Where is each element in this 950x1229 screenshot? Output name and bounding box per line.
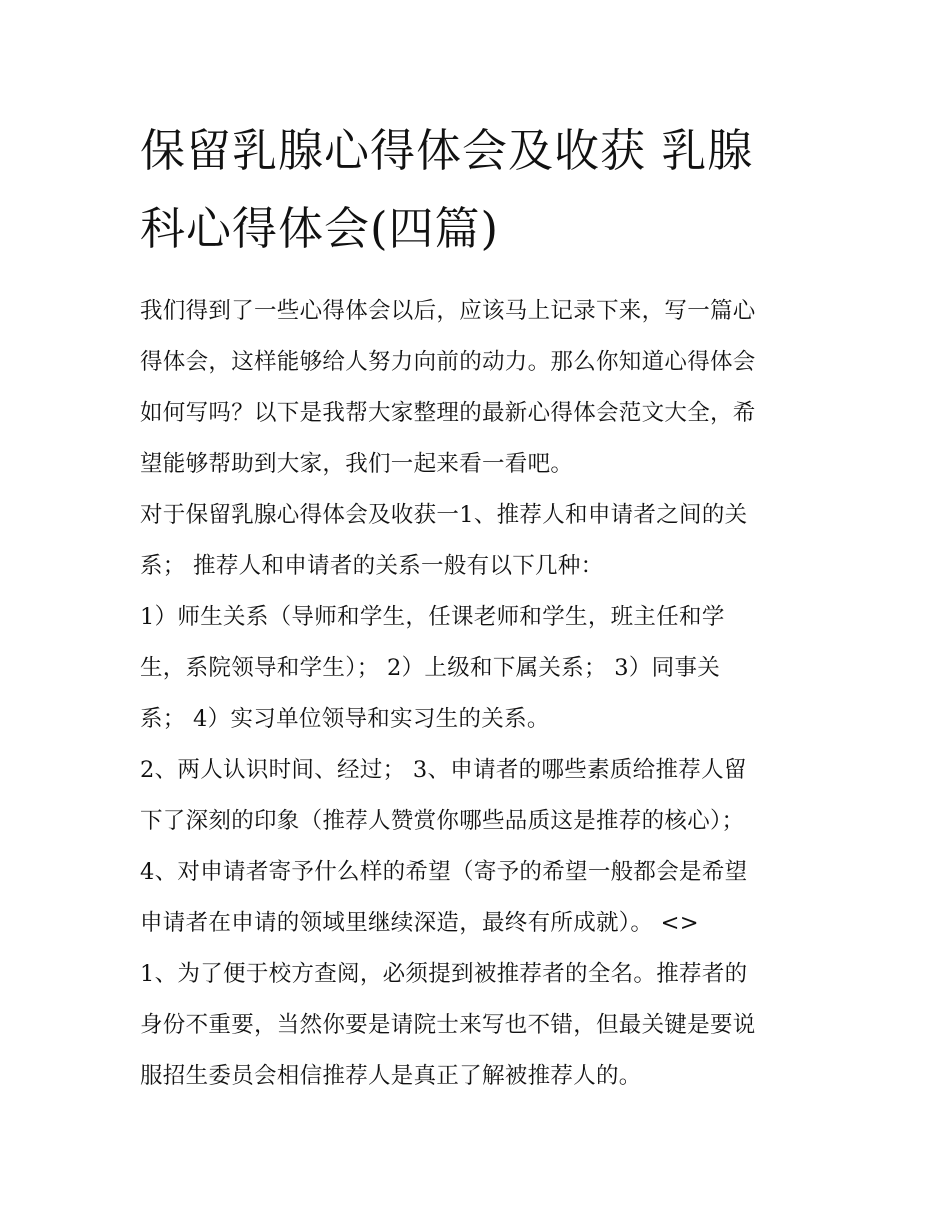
text-line: 望能够帮助到大家，我们一起来看一看吧。 (140, 451, 574, 477)
text-line: 身份不重要，当然你要是请院士来写也不错，但最关键是要说 (140, 1012, 756, 1038)
text-line: 生，系院领导和学生）； 2）上级和下属关系； 3）同事关 (140, 655, 721, 681)
text-line: 申请者在申请的领域里继续深造，最终有所成就）。 <> (140, 910, 699, 936)
text-line: 下了深刻的印象（推荐人赞赏你哪些品质这是推荐的核心）； (140, 808, 745, 834)
document-title (140, 112, 812, 268)
text-line: 得体会，这样能够给人努力向前的动力。那么你知道心得体会 (140, 349, 756, 375)
text-line: 我们得到了一些心得体会以后，应该马上记录下来，写一篇心 (140, 298, 756, 324)
text-line: 2、两人认识时间、经过； 3、申请者的哪些素质给推荐人留 (140, 757, 747, 783)
paragraph-relationship-types (140, 592, 812, 745)
text-line: 系； 4）实习单位领导和实习生的关系。 (140, 706, 550, 732)
text-line: 系； 推荐人和申请者的关系一般有以下几种： (140, 553, 604, 579)
title-line: 保留乳腺心得体会及收获 乳腺 (140, 124, 754, 177)
text-line: 1、为了便于校方查阅，必须提到被推荐者的全名。推荐者的 (140, 961, 748, 987)
text-line: 如何写吗？以下是我帮大家整理的最新心得体会范文大全，希 (140, 400, 756, 426)
title-line: 科心得体会(四篇) (140, 202, 500, 255)
text-line: 4、对申请者寄予什么样的希望（寄予的希望一般都会是希望 (140, 859, 748, 885)
paragraph-full-name (140, 949, 812, 1102)
document-body (140, 286, 812, 1102)
paragraph-relationship (140, 490, 812, 592)
text-line: 对于保留乳腺心得体会及收获一1、推荐人和申请者之间的关 (140, 502, 748, 528)
paragraph-intro (140, 286, 812, 490)
text-line: 1）师生关系（导师和学生，任课老师和学生，班主任和学 (140, 604, 725, 630)
document-content (140, 112, 812, 1102)
paragraph-impression (140, 745, 812, 949)
text-line: 服招生委员会相信推荐人是真正了解被推荐人的。 (140, 1063, 642, 1089)
